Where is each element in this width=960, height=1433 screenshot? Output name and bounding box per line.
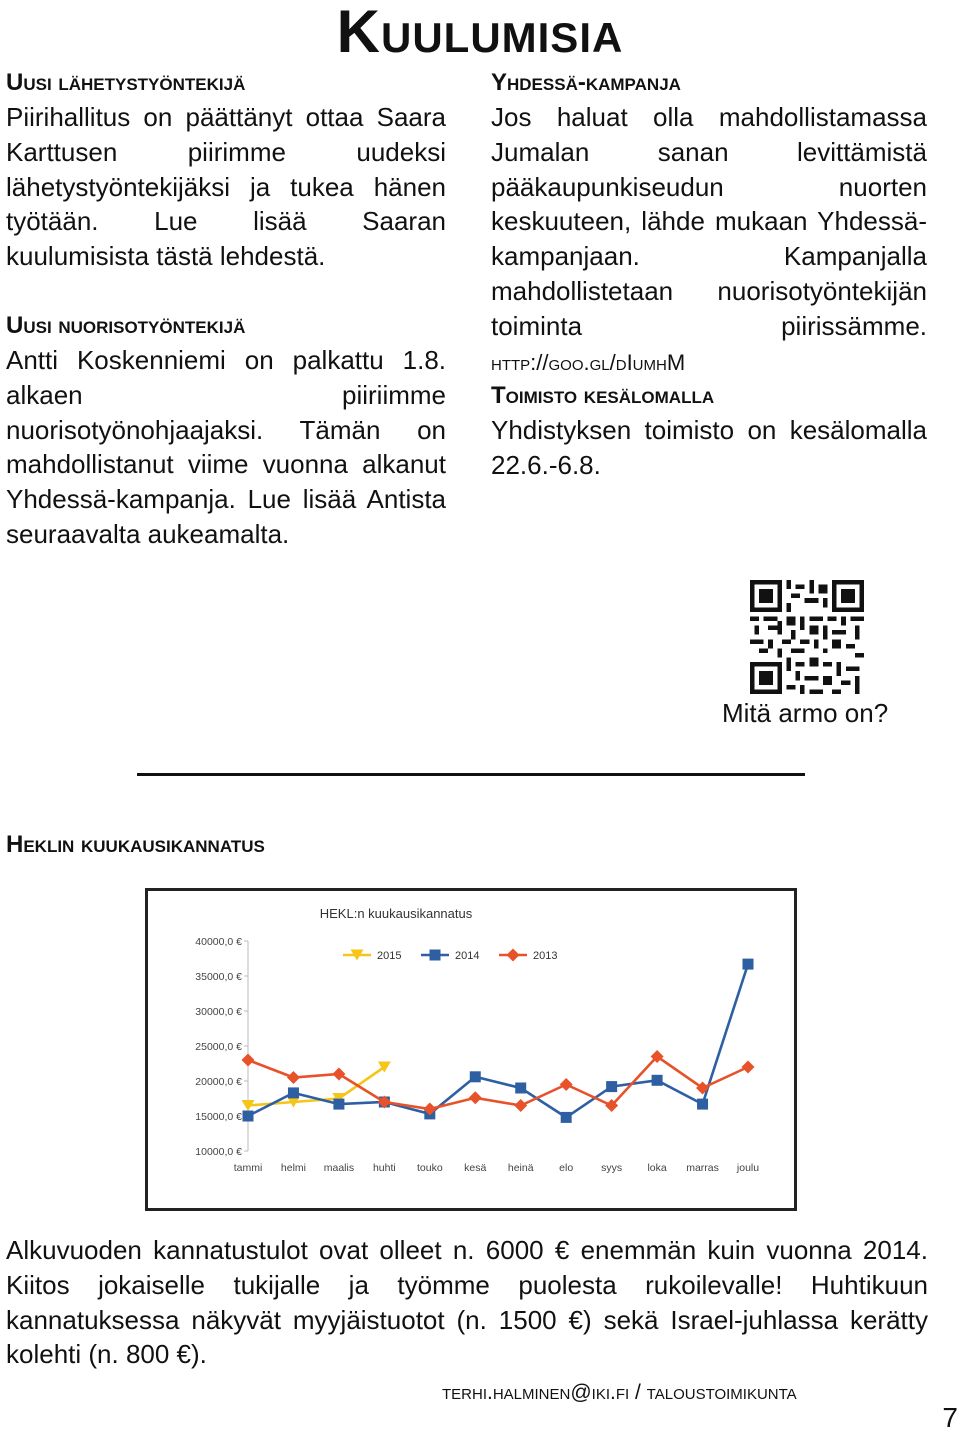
x-tick-label: joulu <box>736 1162 760 1174</box>
series-line-2014 <box>248 964 748 1117</box>
data-point-2014 <box>652 1075 663 1086</box>
chart-title: HEKL:n kuukausikannatus <box>319 906 473 921</box>
x-tick-label: touko <box>416 1162 443 1174</box>
x-tick-label: maalis <box>323 1162 355 1174</box>
article-text: Piirihallitus on päättänyt ottaa Saara Karttusen piirimme uudeksi lähetystyöntekijäksi ja tukea hänen työtään. Lue lisää Saaran kuulumisista tästä lehdestä. <box>6 102 446 272</box>
qr-caption: Mitä armo on? <box>722 698 889 728</box>
legend-label: 2013 <box>533 950 558 962</box>
data-point-2013 <box>332 1068 345 1081</box>
data-point-2014 <box>288 1087 299 1098</box>
legend-item-2013 <box>499 949 557 963</box>
line-chart <box>148 891 794 1208</box>
x-tick-label: elo <box>559 1162 574 1174</box>
article-text: Yhdistyksen toimisto on kesälomalla 22.6.-6.8. <box>491 415 927 480</box>
data-point-2013 <box>469 1091 482 1104</box>
footer-contact: terhi.halminen@iki.fi / taloustoimikunta <box>442 1381 797 1404</box>
article-heading: Yhdessä-kampanja <box>491 69 681 96</box>
y-tick-label: 20000,0 € <box>195 1076 242 1088</box>
x-tick-label: heinä <box>507 1162 534 1174</box>
summary-text: Alkuvuoden kannatustulot ovat olleet n. 6000 € enemmän kuin vuonna 2014. Kiitos jokaiselle tukijalle ja työmme puolesta rukoilevalle! Huhtikuun kannatuksessa näkyvät myyjäistuotot (n. 1500 €) sekä Israel-juhlassa kerätty kolehti (n. 800 €). <box>6 1235 928 1370</box>
campaign-link[interactable]: http://goo.gl/dIumhM <box>491 349 686 375</box>
data-point-2013 <box>560 1078 573 1091</box>
article-text: Antti Koskenniemi on palkattu 1.8. alkaen piiriimme nuorisotyönohjaajaksi. Tämän on mahdollistanut viime vuonna alkanut Yhdessä-kampanja. Lue lisää Antista seuraavalta aukeamalta. <box>6 345 446 549</box>
x-tick-label: syys <box>601 1162 623 1174</box>
summary-paragraph <box>6 1233 928 1372</box>
y-tick-label: 25000,0 € <box>195 1041 242 1053</box>
article-yhdessa-campaign <box>491 70 927 380</box>
qr-code-icon[interactable] <box>750 580 864 694</box>
x-tick-label: tammi <box>233 1162 263 1174</box>
legend-item-2015 <box>343 950 401 963</box>
section-divider <box>137 773 805 776</box>
article-office-holiday <box>491 383 927 483</box>
legend-marker <box>430 950 441 961</box>
article-heading: Uusi nuorisotyöntekijä <box>6 312 246 339</box>
legend-label: 2014 <box>455 950 480 962</box>
x-tick-label: helmi <box>280 1162 307 1174</box>
data-point-2014 <box>561 1112 572 1123</box>
x-tick-label: kesä <box>464 1162 487 1174</box>
legend-item-2014 <box>421 950 479 963</box>
article-text-wrapper <box>491 100 927 380</box>
data-point-2014 <box>470 1071 481 1082</box>
data-point-2014 <box>743 959 754 970</box>
data-point-2014 <box>606 1081 617 1092</box>
y-tick-label: 30000,0 € <box>195 1006 242 1018</box>
y-tick-label: 15000,0 € <box>195 1111 242 1123</box>
article-heading: Uusi lähetystyöntekijä <box>6 69 246 96</box>
y-tick-label: 10000,0 € <box>195 1146 242 1158</box>
page-title: Kuulumisia <box>336 0 624 65</box>
legend-label: 2015 <box>377 950 402 962</box>
article-heading: Toimisto kesälomalla <box>491 382 715 409</box>
data-point-2014 <box>243 1111 254 1122</box>
article-new-youth-worker <box>6 313 446 552</box>
data-point-2014 <box>697 1099 708 1110</box>
y-tick-label: 35000,0 € <box>195 971 242 983</box>
data-point-2013 <box>514 1099 527 1112</box>
data-point-2014 <box>333 1099 344 1110</box>
chart-frame <box>145 888 797 1211</box>
article-new-missionary <box>6 70 446 274</box>
series-2014 <box>243 959 754 1123</box>
legend-marker <box>507 949 520 962</box>
data-point-2013 <box>287 1071 300 1084</box>
data-point-2013 <box>242 1054 255 1067</box>
x-tick-label: loka <box>647 1162 667 1174</box>
x-tick-label: huhti <box>372 1162 396 1174</box>
x-tick-label: marras <box>686 1162 719 1174</box>
page-number: 7 <box>942 1402 958 1433</box>
y-tick-label: 40000,0 € <box>195 936 242 948</box>
data-point-2014 <box>515 1083 526 1094</box>
chart-section-heading: Heklin kuukausikannatus <box>6 831 265 858</box>
data-point-2013 <box>742 1061 755 1074</box>
article-text: Jos haluat olla mahdollistamassa Jumalan sanan levittämistä pääkaupunkiseudun nuorten keskuuteen, lähde mukaan Yhdessä-kampanjaan. Kampanjalla mahdollistetaan nuorisotyöntekijän toiminta piirissämme. <box>491 102 927 341</box>
